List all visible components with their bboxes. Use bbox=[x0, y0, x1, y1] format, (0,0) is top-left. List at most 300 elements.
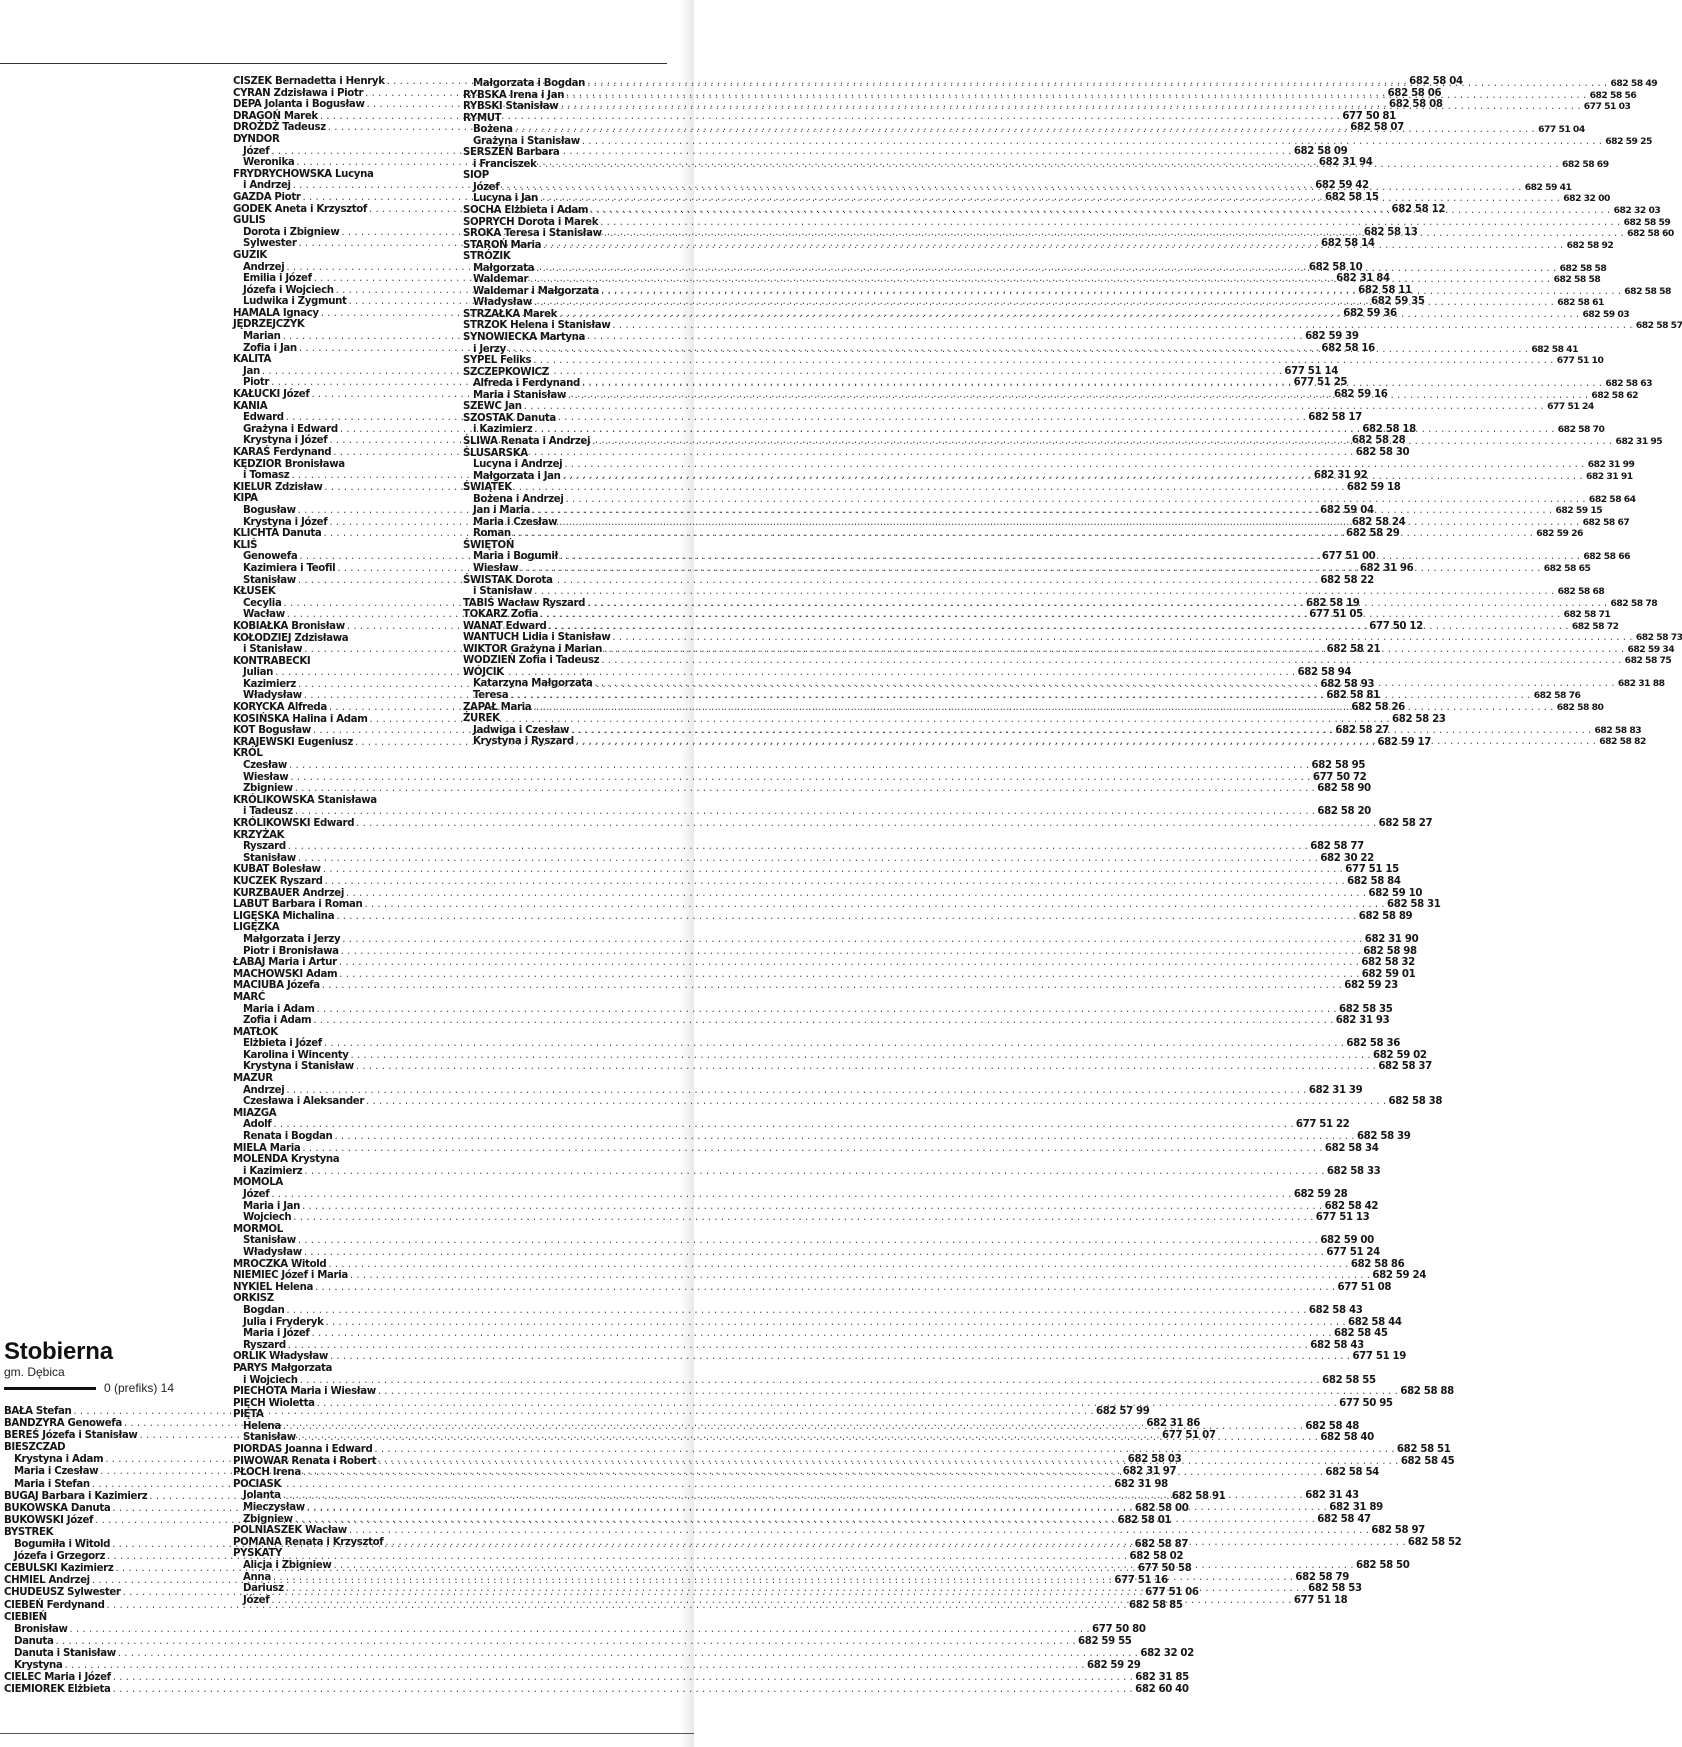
directory-group-heading bbox=[233, 795, 463, 807]
subscriber-name: WIKTOR Grażyna i Marian bbox=[463, 643, 603, 655]
phone-number: 682 31 97 bbox=[1122, 1466, 1177, 1478]
leader-dots bbox=[537, 159, 1561, 171]
phone-number: 682 31 86 bbox=[1146, 1418, 1200, 1430]
subscriber-name: MACHOWSKI Adam bbox=[233, 968, 338, 980]
subscriber-name: Danuta i Stanisław bbox=[14, 1647, 116, 1659]
directory-group-heading bbox=[233, 1409, 463, 1421]
subscriber-name: Genowefa bbox=[243, 551, 298, 563]
phone-number: 682 58 55 bbox=[1322, 1374, 1376, 1386]
subscriber-name: ŻUREK bbox=[463, 713, 500, 725]
leader-dots bbox=[557, 517, 1581, 529]
subscriber-name: STAROŃ Maria bbox=[463, 239, 542, 251]
leader-dots bbox=[269, 1189, 1293, 1201]
leader-dots bbox=[337, 969, 1361, 981]
phone-number: 682 58 08 bbox=[1389, 99, 1443, 111]
phone-number: 682 58 39 bbox=[1356, 1131, 1411, 1143]
directory-entry bbox=[233, 1328, 1388, 1340]
phone-number: 682 58 35 bbox=[1338, 1003, 1393, 1015]
leader-dots bbox=[298, 1375, 1322, 1387]
leader-dots bbox=[610, 320, 1634, 332]
subscriber-name: POCIASK bbox=[233, 1478, 282, 1490]
phone-number: 677 51 05 bbox=[1309, 609, 1363, 621]
subscriber-name: Wacław bbox=[243, 609, 285, 621]
phone-number: 682 58 81 bbox=[1326, 690, 1380, 702]
phone-number: 682 31 95 bbox=[1615, 435, 1663, 447]
leader-dots bbox=[599, 655, 1623, 667]
phone-number: 677 51 10 bbox=[1556, 355, 1604, 367]
subscriber-name: KLIŚ bbox=[233, 539, 258, 551]
phone-number: 682 58 50 bbox=[1355, 1560, 1410, 1571]
subscriber-name: Karolina i Wincenty bbox=[243, 1049, 349, 1061]
directory-entry bbox=[233, 945, 1417, 958]
phone-number: 682 58 53 bbox=[1308, 1583, 1362, 1595]
subscriber-name: RYMUT bbox=[463, 112, 502, 124]
phone-number: 682 58 84 bbox=[1347, 875, 1401, 887]
phone-number: 677 50 95 bbox=[1339, 1397, 1393, 1409]
directory-group-heading bbox=[463, 413, 673, 425]
subscriber-name: KORYCKA Alfreda bbox=[233, 702, 327, 714]
directory-group-heading bbox=[233, 215, 463, 227]
subscriber-name: BIESZCZAD bbox=[4, 1442, 66, 1454]
leader-dots bbox=[590, 436, 1614, 448]
phone-number: 682 58 89 bbox=[1358, 910, 1413, 922]
subscriber-name: Krystyna i Adam bbox=[14, 1454, 104, 1466]
subscriber-name: ŚWIĘTOŃ bbox=[463, 539, 515, 551]
directory-entry bbox=[233, 899, 1441, 911]
phone-number: 682 31 93 bbox=[1335, 1015, 1390, 1027]
subscriber-name: TOKARZ Zofia bbox=[463, 609, 539, 621]
phone-number: 682 59 23 bbox=[1344, 980, 1398, 992]
leader-dots bbox=[528, 274, 1552, 286]
directory-group-heading bbox=[233, 992, 463, 1004]
directory-group-heading bbox=[233, 1548, 463, 1560]
leader-dots bbox=[302, 1247, 1326, 1259]
subscriber-name: Bogusław bbox=[243, 504, 296, 516]
subscriber-name: KOBIAŁKA Bronisław bbox=[233, 620, 345, 632]
subscriber-name: KĘDZIOR Bronisława bbox=[233, 458, 345, 470]
phone-number: 682 58 11 bbox=[1358, 284, 1412, 296]
subscriber-name: Józef bbox=[473, 181, 500, 193]
leader-dots bbox=[287, 760, 1311, 772]
subscriber-name: KRÓL bbox=[233, 748, 263, 760]
subscriber-name: ŚWISTAK Dorota bbox=[463, 574, 553, 586]
phone-number: 682 58 07 bbox=[1350, 122, 1404, 134]
phone-number: 682 58 30 bbox=[1355, 447, 1410, 458]
phone-number: 682 58 38 bbox=[1388, 1096, 1443, 1108]
subscriber-name: JĘDRZEJCZYK bbox=[233, 319, 305, 331]
phone-number: 682 58 14 bbox=[1321, 238, 1375, 250]
phone-number: 682 58 29 bbox=[1345, 528, 1400, 540]
directory-group-heading bbox=[233, 1108, 463, 1120]
subscriber-name: ŚLUSARSKA bbox=[463, 447, 528, 459]
subscriber-name: Emilia i Józef bbox=[243, 273, 312, 285]
phone-number: 682 58 92 bbox=[1566, 239, 1614, 251]
directory-group-heading bbox=[4, 1612, 190, 1624]
phone-number: 682 59 41 bbox=[1524, 181, 1572, 193]
directory-entry bbox=[463, 632, 1682, 644]
phone-number: 682 59 36 bbox=[1343, 307, 1397, 319]
leader-dots bbox=[334, 911, 1358, 923]
directory-entry bbox=[233, 1096, 1443, 1108]
phone-number: 682 58 45 bbox=[1400, 1455, 1455, 1467]
phone-number: 677 50 80 bbox=[1092, 1623, 1146, 1635]
subscriber-name: Jolanta bbox=[243, 1490, 281, 1502]
phone-number: 677 51 00 bbox=[1321, 551, 1376, 563]
subscriber-name: ORLIK Władysław bbox=[233, 1351, 328, 1363]
subscriber-name: SYPEL Feliks bbox=[463, 355, 532, 367]
phone-number: 682 58 56 bbox=[1589, 89, 1637, 101]
directory-group-heading bbox=[233, 354, 463, 366]
phone-number: 682 31 92 bbox=[1313, 470, 1368, 482]
subscriber-name: DYNDOR bbox=[233, 133, 280, 145]
leader-dots bbox=[376, 1456, 1400, 1468]
leader-dots bbox=[313, 1282, 1337, 1294]
top-rule bbox=[0, 63, 667, 64]
subscriber-name: CHUDEUSZ Sylwester bbox=[4, 1587, 121, 1599]
subscriber-name: POLNIASZEK Wacław bbox=[233, 1525, 347, 1537]
subscriber-name: SZOSTAK Danuta bbox=[463, 412, 556, 424]
directory-entry bbox=[233, 1119, 1350, 1131]
leader-dots bbox=[271, 1572, 1295, 1584]
leader-dots bbox=[506, 344, 1530, 356]
subscriber-name: MROCZKA Witold bbox=[233, 1258, 327, 1270]
leader-dots bbox=[354, 1061, 1378, 1073]
phone-number: 677 51 08 bbox=[1337, 1281, 1392, 1293]
leader-dots bbox=[302, 1166, 1326, 1178]
leader-dots bbox=[364, 1096, 1388, 1108]
subscriber-name: MAZUR bbox=[233, 1073, 273, 1085]
subscriber-name: PIECHOTA Maria i Wiesław bbox=[233, 1386, 376, 1398]
directory-group-heading bbox=[233, 319, 463, 331]
directory-entry bbox=[233, 1444, 1451, 1456]
leader-dots bbox=[610, 632, 1634, 644]
phone-number: 682 58 77 bbox=[1310, 841, 1364, 853]
leader-dots bbox=[322, 1038, 1346, 1050]
subscriber-name: KOSIŃSKA Halina i Adam bbox=[233, 713, 368, 725]
phone-number: 682 59 18 bbox=[1346, 481, 1401, 493]
phone-number: 682 58 51 bbox=[1396, 1444, 1451, 1456]
leader-dots bbox=[314, 1004, 1338, 1016]
phone-number: 682 58 72 bbox=[1571, 620, 1619, 632]
subscriber-name: PYSKATY bbox=[233, 1548, 283, 1560]
subscriber-name: ORKISZ bbox=[233, 1293, 274, 1305]
phone-number: 682 30 22 bbox=[1320, 852, 1374, 864]
subscriber-name: CEBULSKI Kazimierz bbox=[4, 1563, 114, 1575]
subscriber-name: SERSZEŃ Barbara bbox=[463, 147, 560, 159]
subscriber-name: DEPA Jolanta i Bogusław bbox=[233, 99, 365, 111]
phone-number: 682 58 97 bbox=[1371, 1525, 1425, 1537]
phone-number: 682 58 60 bbox=[1627, 228, 1674, 240]
phone-number: 682 58 79 bbox=[1295, 1571, 1349, 1583]
directory-group-heading bbox=[233, 1177, 463, 1189]
directory-entry bbox=[4, 1635, 1132, 1648]
directory-group-heading bbox=[233, 1224, 463, 1236]
leader-dots bbox=[310, 1328, 1334, 1340]
directory-group-heading bbox=[463, 448, 673, 460]
subscriber-name: CIEBEŃ Ferdynand bbox=[4, 1599, 105, 1611]
subscriber-name: Krystyna i Stanisław bbox=[243, 1061, 354, 1073]
phone-number: 682 58 27 bbox=[1378, 818, 1433, 829]
leader-dots bbox=[541, 240, 1565, 252]
directory-entry bbox=[233, 1246, 1380, 1259]
phone-number: 682 59 26 bbox=[1536, 528, 1583, 540]
phone-number: 682 58 49 bbox=[1610, 78, 1658, 89]
phone-number: 682 58 18 bbox=[1362, 423, 1416, 435]
directory-group-heading bbox=[233, 633, 463, 645]
subscriber-name: GAZDA Piotr bbox=[233, 191, 301, 203]
directory-entry bbox=[4, 1623, 1146, 1636]
phone-number: 682 58 62 bbox=[1591, 389, 1639, 401]
directory-group-heading bbox=[233, 586, 463, 598]
phone-number: 682 58 85 bbox=[1129, 1599, 1183, 1611]
subscriber-name: Bożena bbox=[473, 124, 513, 136]
subscriber-name: KOT Bogusław bbox=[233, 725, 311, 737]
phone-number: 682 58 75 bbox=[1624, 655, 1672, 667]
subscriber-name: Alicja i Zbigniew bbox=[243, 1560, 332, 1571]
subscriber-name: PIWOWAR Renata i Robert bbox=[233, 1455, 377, 1467]
directory-entry bbox=[463, 401, 1594, 413]
directory-group-heading bbox=[233, 656, 463, 668]
leader-dots bbox=[269, 1595, 1293, 1607]
leader-dots bbox=[273, 667, 1297, 679]
phone-number: 682 58 98 bbox=[1363, 945, 1417, 957]
subscriber-name: LIGĘZKA bbox=[233, 922, 280, 934]
subscriber-name: Bożena i Andrzej bbox=[473, 493, 564, 505]
subscriber-name: Sylwester bbox=[243, 238, 297, 250]
directory-entry bbox=[4, 1672, 1189, 1684]
subscriber-name: Alfreda i Ferdynand bbox=[473, 378, 580, 390]
leader-dots bbox=[324, 1317, 1348, 1329]
directory-entry bbox=[233, 968, 1416, 981]
subscriber-name: GUZIK bbox=[233, 249, 267, 261]
directory-entry bbox=[233, 806, 1371, 818]
leader-dots bbox=[518, 563, 1542, 575]
phone-number: 682 59 02 bbox=[1373, 1049, 1427, 1061]
subscriber-name: STRÓZIK bbox=[463, 251, 511, 263]
phone-number: 682 58 54 bbox=[1325, 1467, 1379, 1479]
subscriber-name: Marian bbox=[243, 331, 281, 343]
subscriber-name: POMANA Renata i Krzysztof bbox=[233, 1536, 384, 1548]
directory-entry bbox=[233, 1235, 1374, 1247]
directory-entry bbox=[233, 841, 1364, 853]
phone-number: 682 58 78 bbox=[1610, 597, 1658, 609]
subscriber-name: CYRAN Zdzisława i Piotr bbox=[233, 87, 364, 99]
subscriber-name: Ludwika i Zygmunt bbox=[243, 296, 347, 308]
phone-number: 682 59 34 bbox=[1627, 643, 1675, 655]
directory-entry bbox=[233, 1189, 1348, 1201]
phone-number: 682 58 58 bbox=[1553, 274, 1601, 286]
subscriber-name: BYSTREK bbox=[4, 1526, 54, 1538]
phone-number: 682 31 88 bbox=[1617, 678, 1665, 690]
leader-dots bbox=[62, 1660, 1086, 1672]
leader-dots bbox=[311, 1015, 1335, 1027]
phone-number: 677 51 14 bbox=[1284, 365, 1338, 377]
subscriber-name: Małgorzata i Jerzy bbox=[243, 933, 341, 945]
subscriber-name: i Stanisław bbox=[243, 644, 303, 656]
subscriber-name: Władysław bbox=[473, 297, 532, 309]
leader-dots bbox=[376, 1386, 1400, 1398]
subscriber-name: KRÓLIKOWSKI Edward bbox=[233, 818, 355, 829]
subscriber-name: Zofia i Jan bbox=[243, 342, 297, 354]
leader-dots bbox=[347, 1525, 1371, 1537]
leader-dots bbox=[564, 494, 1588, 506]
phone-number: 677 50 81 bbox=[1342, 110, 1396, 122]
subscriber-name: MARĆ bbox=[233, 991, 265, 1003]
subscriber-name: MIAZGA bbox=[233, 1107, 277, 1119]
leader-dots bbox=[532, 424, 1556, 436]
phone-number: 682 58 33 bbox=[1326, 1165, 1381, 1177]
subscriber-name: SYNOWIECKA Martyna bbox=[463, 332, 586, 344]
directory-entry bbox=[463, 459, 1635, 471]
leader-dots bbox=[574, 736, 1598, 748]
phone-number: 682 31 85 bbox=[1135, 1672, 1189, 1684]
directory-entry bbox=[233, 1386, 1454, 1398]
leader-dots bbox=[284, 1085, 1308, 1097]
leader-dots bbox=[300, 1143, 1324, 1155]
subscriber-name: i Kazimierz bbox=[473, 424, 533, 436]
subscriber-name: Czesława i Aleksander bbox=[243, 1096, 365, 1108]
subscriber-name: Władysław bbox=[243, 1246, 302, 1258]
subscriber-name: Elżbieta i Józef bbox=[243, 1038, 322, 1050]
subscriber-name: RYBSKA Irena i Jan bbox=[463, 89, 565, 101]
leader-dots bbox=[53, 1636, 1077, 1648]
subscriber-name: Stanisław bbox=[243, 1235, 296, 1247]
leader-dots bbox=[592, 678, 1616, 690]
directory-group-heading bbox=[463, 713, 673, 725]
phone-number: 682 31 91 bbox=[1585, 470, 1633, 482]
leader-dots bbox=[372, 1444, 1396, 1456]
subscriber-name: KOŁODZIEJ Zdzisława bbox=[233, 632, 349, 644]
subscriber-name: KARAŚ Ferdynand bbox=[233, 447, 332, 458]
subscriber-name: Józef bbox=[243, 145, 270, 157]
leader-dots bbox=[111, 1684, 1135, 1696]
directory-entry bbox=[463, 320, 1682, 332]
leader-dots bbox=[315, 1398, 1339, 1410]
directory-entry bbox=[463, 355, 1604, 367]
directory-group-heading bbox=[463, 667, 673, 679]
leader-dots bbox=[328, 1351, 1352, 1363]
leader-dots bbox=[286, 841, 1310, 853]
subscriber-name: Krystyna i Józef bbox=[243, 435, 328, 447]
directory-entry bbox=[233, 1142, 1379, 1155]
phone-number: 682 58 76 bbox=[1533, 689, 1581, 701]
phone-number: 682 59 29 bbox=[1086, 1659, 1141, 1671]
subscriber-name: MOLENDA Krystyna bbox=[233, 1154, 340, 1166]
subscriber-name: KALITA bbox=[233, 354, 272, 366]
leader-dots bbox=[564, 87, 1588, 102]
phone-number: 677 51 24 bbox=[1326, 1246, 1380, 1258]
leader-dots bbox=[331, 1560, 1355, 1572]
leader-dots bbox=[513, 124, 1537, 136]
subscriber-name: Weronika bbox=[243, 157, 295, 169]
subscriber-name: BEREŚ Józefa i Stanisław bbox=[4, 1430, 138, 1442]
directory-entry bbox=[233, 957, 1415, 969]
phone-number: 682 58 36 bbox=[1346, 1038, 1400, 1050]
subscriber-name: Julia i Fryderyk bbox=[243, 1316, 324, 1328]
subscriber-name: ŁABAJ Maria i Artur bbox=[233, 957, 337, 969]
phone-number: 682 58 17 bbox=[1308, 412, 1362, 424]
directory-group-heading bbox=[233, 169, 463, 181]
locality-heading: Stobierna bbox=[4, 1338, 113, 1365]
subscriber-name: Maria i Jan bbox=[243, 1200, 301, 1212]
phone-number: 682 59 15 bbox=[1555, 505, 1603, 517]
prefix-line bbox=[4, 1381, 190, 1395]
directory-group-heading bbox=[233, 401, 463, 413]
subscriber-name: Jan bbox=[243, 365, 260, 377]
phone-number: 682 58 68 bbox=[1557, 586, 1605, 598]
leader-dots bbox=[332, 1131, 1356, 1143]
subscriber-name: STRZAŁKA Marek bbox=[463, 308, 558, 320]
subscriber-name: i Andrzej bbox=[243, 180, 291, 192]
subscriber-name: Krystyna i Ryszard bbox=[473, 736, 574, 748]
phone-number: 682 58 65 bbox=[1543, 562, 1591, 574]
leader-dots bbox=[337, 957, 1361, 969]
directory-entry bbox=[463, 216, 1671, 229]
leader-dots bbox=[284, 1583, 1308, 1595]
phone-number: 682 58 95 bbox=[1311, 760, 1366, 772]
leader-dots bbox=[293, 783, 1317, 795]
leader-dots bbox=[508, 690, 1532, 702]
leader-dots bbox=[598, 217, 1622, 229]
directory-group-heading bbox=[233, 922, 463, 934]
phone-number: 682 31 39 bbox=[1308, 1084, 1363, 1096]
subscriber-name: Bogumiła i Witold bbox=[14, 1539, 111, 1551]
directory-entry bbox=[463, 655, 1672, 667]
directory-entry bbox=[233, 910, 1413, 923]
subscriber-name: GODEK Aneta i Krzysztof bbox=[233, 203, 367, 215]
directory-group-heading bbox=[233, 830, 463, 842]
subscriber-name: Waldemar i Małgorzata bbox=[473, 285, 599, 297]
subscriber-name: FRYDRYCHOWSKA Lucyna bbox=[233, 168, 374, 180]
subscriber-name: SZCZEPKOWICZ bbox=[463, 366, 549, 378]
phone-number: 682 58 73 bbox=[1635, 632, 1682, 644]
phone-number: 682 58 66 bbox=[1583, 551, 1631, 563]
phone-number: 682 58 15 bbox=[1325, 191, 1379, 203]
leader-dots bbox=[558, 551, 1582, 563]
subscriber-name: Zbigniew bbox=[243, 1513, 293, 1525]
phone-number: 682 31 84 bbox=[1336, 273, 1390, 285]
phone-number: 682 58 01 bbox=[1117, 1514, 1172, 1526]
subscriber-name: ŚLIWA Renata i Andrzej bbox=[463, 435, 591, 447]
phone-number: 682 58 40 bbox=[1320, 1432, 1374, 1444]
subscriber-name: KURZBAUER Andrzej bbox=[233, 887, 345, 899]
subscriber-name: MATŁOK bbox=[233, 1026, 278, 1038]
phone-number: 682 58 43 bbox=[1308, 1304, 1363, 1316]
subscriber-name: KUCZEK Ryszard bbox=[233, 875, 323, 887]
phone-number: 682 58 45 bbox=[1334, 1328, 1388, 1340]
subscriber-name: MIELA Maria bbox=[233, 1142, 301, 1154]
phone-number: 682 58 58 bbox=[1624, 285, 1671, 297]
directory-group-heading bbox=[4, 1527, 190, 1539]
subscriber-name: CIELEC Maria i Józef bbox=[4, 1672, 111, 1684]
subscriber-name: KONTRABECKI bbox=[233, 655, 311, 667]
phone-number: 682 31 98 bbox=[1114, 1478, 1168, 1490]
directory-entry bbox=[233, 887, 1423, 900]
directory-entry bbox=[233, 1397, 1393, 1410]
leader-dots bbox=[286, 1340, 1310, 1352]
phone-number: 677 51 16 bbox=[1114, 1575, 1168, 1587]
subscriber-name: RYBSKI Stanisław bbox=[463, 101, 559, 113]
subscriber-name: SZEWC Jan bbox=[463, 401, 522, 413]
phone-number: 682 58 69 bbox=[1561, 158, 1609, 170]
subscriber-name: Maria i Stefan bbox=[14, 1478, 90, 1490]
subscriber-name: DROŻDŻ Tadeusz bbox=[233, 122, 326, 134]
subscriber-name: Stanisław bbox=[243, 1432, 296, 1444]
subscriber-name: Andrzej bbox=[243, 261, 285, 273]
phone-number: 682 31 90 bbox=[1364, 933, 1419, 945]
phone-number: 682 32 02 bbox=[1140, 1647, 1194, 1659]
phone-number: 682 58 70 bbox=[1557, 424, 1605, 436]
